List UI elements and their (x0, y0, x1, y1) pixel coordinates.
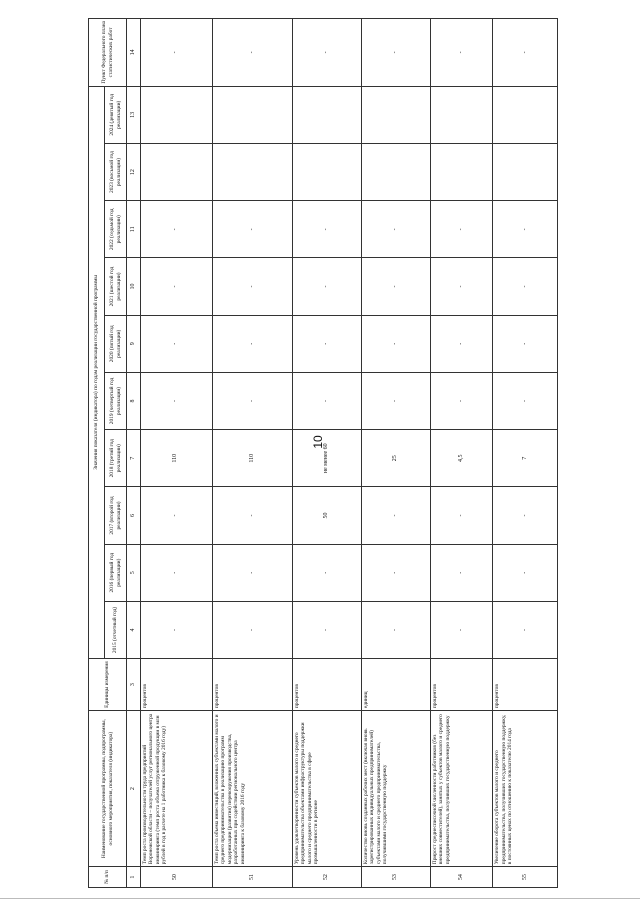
unit-cell: процентов (212, 659, 292, 711)
indicator-name: Темп роста производительности труда предприятий Воронежской области – получателей услуг регионального центра инжиниринга (темп роста объема отгруженной продукции в млн рублей в год в расчете на 1 работника к базовому 2016 году) (140, 711, 212, 867)
value-cell: - (493, 372, 558, 429)
value-cell: - (361, 258, 430, 315)
row-number: 54 (430, 867, 493, 888)
table-row (361, 19, 430, 888)
row-number: 53 (361, 867, 430, 888)
index-cell: 5 (127, 544, 141, 601)
value-cell (430, 86, 493, 143)
value-cell: - (430, 601, 493, 658)
value-cell: - (493, 258, 558, 315)
header-no: № п/п (89, 867, 127, 888)
value-cell: не менее 60 (292, 430, 361, 487)
value-cell: - (361, 487, 430, 544)
index-cell: 13 (127, 86, 141, 143)
value-cell: - (212, 601, 292, 658)
value-cell: - (430, 315, 493, 372)
header-year: 2018 (третий год реализации) (105, 430, 127, 487)
header-name: Наименование государственной программы, подпрограммы, основного мероприятия, показателя (индикатора) (89, 711, 127, 867)
indicator-name: Темп роста объема инвестиций, вложенных субъектами малого и среднего предпринимательства в реализацию программ модернизации (развития) перевооружения производства, разработанных при содействии регионального центра инжиниринга к базовому 2016 году (212, 711, 292, 867)
plan-cell: - (430, 19, 493, 87)
index-cell: 8 (127, 372, 141, 429)
header-unit: Единицы измерения (89, 659, 127, 711)
index-row (127, 19, 141, 888)
value-cell (361, 86, 430, 143)
indicator-table (88, 18, 558, 888)
value-cell: - (493, 315, 558, 372)
value-cell: - (292, 258, 361, 315)
index-cell: 1 (127, 867, 141, 888)
value-cell: - (430, 487, 493, 544)
value-cell (292, 143, 361, 200)
value-cell: - (361, 544, 430, 601)
table-row (493, 19, 558, 888)
header-year: 2023 (восьмой год реализации) (105, 143, 127, 200)
indicator-table-sheet (88, 18, 558, 888)
table-row (140, 19, 212, 888)
indicator-name: Прирост среднесписочной численности работников (без внешних совместителей), занятых у субъектов малого и среднего предпринимательства, получивших государственную поддержку (430, 711, 493, 867)
value-cell: - (212, 201, 292, 258)
header-year: 2020 (пятый год реализации) (105, 315, 127, 372)
value-cell: - (292, 315, 361, 372)
header-year: 2024 (девятый год реализации) (105, 86, 127, 143)
value-cell: 110 (140, 430, 212, 487)
value-cell: - (361, 372, 430, 429)
indicator-name: Увеличение оборота субъектов малого и среднего предпринимательства, получивших государственную поддержку, в постоянных ценах по отношению к показателю 2014 года (493, 711, 558, 867)
index-cell: 10 (127, 258, 141, 315)
value-cell: - (140, 544, 212, 601)
value-cell: - (140, 315, 212, 372)
row-number: 52 (292, 867, 361, 888)
value-cell: - (493, 601, 558, 658)
header-year: 2022 (седьмой год реализации) (105, 201, 127, 258)
index-cell: 3 (127, 659, 141, 711)
value-cell: - (212, 544, 292, 601)
value-cell: - (430, 372, 493, 429)
plan-cell: - (361, 19, 430, 87)
plan-cell: - (292, 19, 361, 87)
table-row (292, 19, 361, 888)
value-cell (361, 143, 430, 200)
value-cell: - (292, 372, 361, 429)
value-cell: - (140, 372, 212, 429)
value-cell: - (212, 487, 292, 544)
value-cell: 110 (212, 430, 292, 487)
index-cell: 12 (127, 143, 141, 200)
row-number: 50 (140, 867, 212, 888)
plan-cell: - (140, 19, 212, 87)
row-number: 51 (212, 867, 292, 888)
header-year: 2019 (четвертый год реализации) (105, 372, 127, 429)
value-cell: 25 (361, 430, 430, 487)
value-cell: - (212, 258, 292, 315)
value-cell: - (292, 544, 361, 601)
value-cell: 4,5 (430, 430, 493, 487)
value-cell: - (212, 372, 292, 429)
value-cell (430, 143, 493, 200)
value-cell: - (140, 487, 212, 544)
value-cell: - (140, 601, 212, 658)
value-cell: - (430, 544, 493, 601)
value-cell: - (212, 315, 292, 372)
table-row (212, 19, 292, 888)
value-cell: - (493, 487, 558, 544)
unit-cell: единиц (361, 659, 430, 711)
value-cell: - (493, 201, 558, 258)
value-cell: 7 (493, 430, 558, 487)
scan-edge-line (0, 898, 640, 899)
unit-cell: процентов (493, 659, 558, 711)
index-cell: 11 (127, 201, 141, 258)
table-row (430, 19, 493, 888)
plan-cell: - (493, 19, 558, 87)
index-cell: 4 (127, 601, 141, 658)
value-cell (140, 143, 212, 200)
value-cell: - (292, 201, 361, 258)
indicator-name: Уровень удовлетворенности субъектов малого и среднего предпринимательства объектами инфраструктуры поддержки малого и среднего предпринимательства в сфере промышленности в регионе (292, 711, 361, 867)
unit-cell: процентов (430, 659, 493, 711)
index-cell: 6 (127, 487, 141, 544)
value-cell: - (361, 601, 430, 658)
value-cell: - (361, 315, 430, 372)
value-cell: - (140, 201, 212, 258)
value-cell (212, 86, 292, 143)
value-cell: - (361, 201, 430, 258)
value-cell: - (430, 201, 493, 258)
header-year: 2015 (отчетный год) (105, 601, 127, 658)
value-cell (493, 86, 558, 143)
header-year: 2017 (второй год реализации) (105, 487, 127, 544)
value-cell: - (493, 544, 558, 601)
value-cell (493, 143, 558, 200)
plan-cell: - (212, 19, 292, 87)
value-cell (212, 143, 292, 200)
value-cell: - (430, 258, 493, 315)
header-year: 2016 (первый год реализации) (105, 544, 127, 601)
unit-cell: процентов (292, 659, 361, 711)
index-cell: 9 (127, 315, 141, 372)
value-cell: 50 (292, 487, 361, 544)
index-cell: 14 (127, 19, 141, 87)
value-cell: - (140, 258, 212, 315)
indicator-name: Количество вновь созданных рабочих мест (включая вновь зарегистрированных индивидуальных предпринимателей) субъектами малого и среднего предпринимательства, получившими государственную поддержку (361, 711, 430, 867)
value-cell (140, 86, 212, 143)
header-years-group: Значения показателя (индикатора) по годам реализации государственной программы (89, 86, 105, 658)
unit-cell: процентов (140, 659, 212, 711)
header-plan: Пункт Федерального плана статистических работ (89, 19, 127, 87)
page-number: 10 (311, 435, 325, 449)
value-cell: - (292, 601, 361, 658)
index-cell: 7 (127, 430, 141, 487)
index-cell: 2 (127, 711, 141, 867)
value-cell (292, 86, 361, 143)
row-number: 55 (493, 867, 558, 888)
header-year: 2021 (шестой год реализации) (105, 258, 127, 315)
